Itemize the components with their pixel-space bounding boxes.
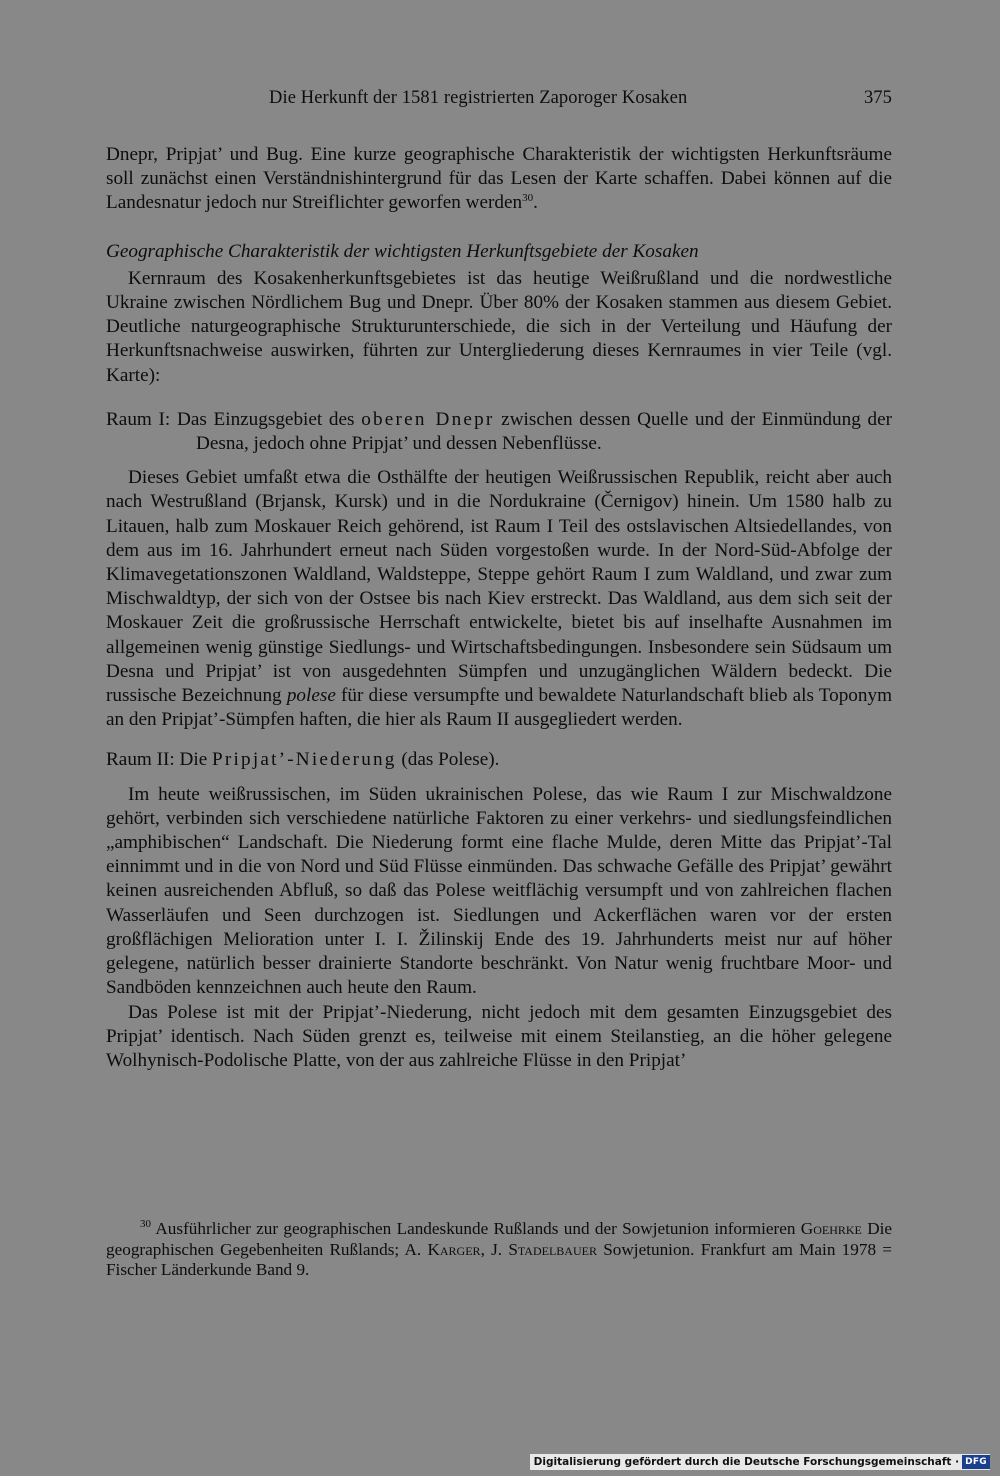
raum-spaced-term: oberen Dnepr	[361, 408, 495, 430]
raum-label: Raum I:	[106, 408, 171, 430]
footnote-span: , J.	[480, 1239, 503, 1259]
footnote-ref: 30	[522, 192, 534, 205]
author-name: Stadelbauer	[508, 1239, 597, 1259]
paragraph: Das Polese ist mit der Pripjat’-Niederung, nicht jedoch mit dem gesamten Einzugsgebiet des Pripjat’ identisch. Nach Süden grenzt es, teilweise mit einem Steilanstieg, an die höher gelegene Wolhynisch-Podolische Platte, von der aus zahlreiche Flüsse in den Pripjat’	[106, 1001, 892, 1071]
paragraph: Kernraum des Kosakenherkunftsgebietes ist das heutige Weißrußland und die nordwestliche Ukraine zwischen Nördlichem Bug und Dnepr. Über 80% der Kosaken stammen aus diesem Gebiet. Deutliche naturgeographische Strukturunterschiede, die sich in der Verteilung und Häufung der Herkunftsnachweise auswirken, führten zur Untergliederung dieses Kernraumes in vier Teile (vgl. Karte):	[106, 267, 892, 386]
footnote-text	[106, 1219, 892, 1281]
raum-text: (das Polese).	[401, 749, 500, 771]
page-number: 375	[863, 88, 892, 108]
author-name: Karger	[427, 1239, 481, 1259]
paragraph-text: Dnepr, Pripjat’ und Bug. Eine kurze geographische Charakteristik der wichtigsten Herkunftsräume soll zunächst einen Verständnishintergrund für das Lesen der Karte schaffen. Dabei können auf die Landesnatur jedoch nur Streiflichter geworfen werden	[106, 144, 892, 214]
main-text	[106, 143, 892, 1073]
section-heading: Geographische Charakteristik der wichtigsten Herkunftsgebiete der Kosaken	[106, 240, 699, 262]
subsection-raum-1	[106, 408, 892, 456]
raum-label: Raum II: Die	[106, 749, 208, 771]
raum-spaced-term: Pripjat’-Niederung	[212, 749, 397, 771]
running-header	[106, 88, 892, 114]
footnote	[106, 1219, 892, 1281]
funding-note	[530, 1454, 990, 1470]
paragraph-continued	[106, 143, 892, 216]
footnote-span: Die geographischen Gegebenheiten Rußlands; A.	[106, 1219, 893, 1259]
paragraph-end: .	[533, 192, 538, 214]
subsection-raum-2	[106, 748, 892, 772]
raum-text: zwischen dessen Quelle und der Einmündung der Desna, jedoch ohne Pripjat’ und dessen Nebenflüsse.	[196, 408, 892, 455]
dfg-logo-icon: DFG	[962, 1455, 990, 1469]
paragraph-text: für diese versumpfte und bewaldete Naturlandschaft blieb als Toponym an den Pripjat’-Sümpfen haften, die hier als Raum II ausgegliedert werden.	[106, 685, 893, 731]
running-title: Die Herkunft der 1581 registrierten Zaporoger Kosaken	[269, 88, 688, 108]
paragraph: Im heute weißrussischen, im Süden ukrainischen Polese, das wie Raum I zur Mischwaldzone gehört, verbinden sich verschiedene natürliche Faktoren zu einer verkehrs- und siedlungsfeindlichen „amphibischen“ Landschaft. Die Niederung formt eine flache Mulde, deren Mitte das Pripjat’-Tal einnimmt und in die von Nord und Süd Flüsse einmünden. Das schwache Gefälle des Pripjat’ gewährt keinen ausreichenden Abfluß, so daß das Polese weitflächig versumpft und von zahlreichen flachen Wasserläufen und Seen durchzogen ist. Siedlungen und Ackerflächen waren vor der ersten großflächigen Melioration unter I. I. Žilinskij Ende des 19. Jahrhunderts meist nur auf höher gelegene, natürlich besser drainierte Standorte beschränkt. Von Natur wenig fruchtbare Moor- und Sandböden kennzeichnen auch heute den Raum.	[106, 783, 892, 999]
italic-term: polese	[286, 685, 336, 707]
author-name: Goehrke	[800, 1219, 862, 1238]
paragraph-text: Dieses Gebiet umfaßt etwa die Osthälfte der heutigen Weißrussischen Republik, reicht aber auch nach Westrußland (Brjansk, Kursk) und in die Nordukraine (Černigov) hinein. Um 1580 halb zu Litauen, halb zum Moskauer Reich gehörend, ist Raum I Teil des ostslavischen Altsiedellandes, von dem aus im 16. Jahrhundert erneut nach Süden vorgestoßen wurde. In der Nord-Süd-Abfolge der Klimavegetationszonen Waldland, Waldsteppe, Steppe gehört Raum I zum Waldland, und zwar zum Mischwaldtyp, der sich von der Ostsee bis nach Kiev erstreckt. Das Waldland, aus dem sich seit der Moskauer Zeit die großrussische Herrschaft entwickelte, bietet bis auf inselhafte Ausnahmen im allgemeinen wenig günstige Siedlungs- und Wirtschaftsbedingungen. Insbesondere sein Südsaum um Desna und Pripjat’ ist von ausgedehnten Sümpfen und unzugänglichen Wäldern bedeckt. Die russische Bezeichnung	[106, 467, 892, 707]
raum-text: Das Einzugsgebiet des	[176, 408, 355, 430]
footnote-span: Ausführlicher zur geographischen Landeskunde Rußlands und der Sowjetunion informieren	[155, 1219, 796, 1238]
footnote-span: Sowjetunion. Frankfurt am Main 1978 = Fischer Länderkunde Band 9.	[106, 1239, 893, 1280]
paragraph	[106, 466, 892, 732]
funding-text: Digitalisierung gefördert durch die Deutsche Forschungsgemeinschaft ·	[533, 1456, 960, 1468]
footnote-number: 30	[140, 1218, 151, 1230]
